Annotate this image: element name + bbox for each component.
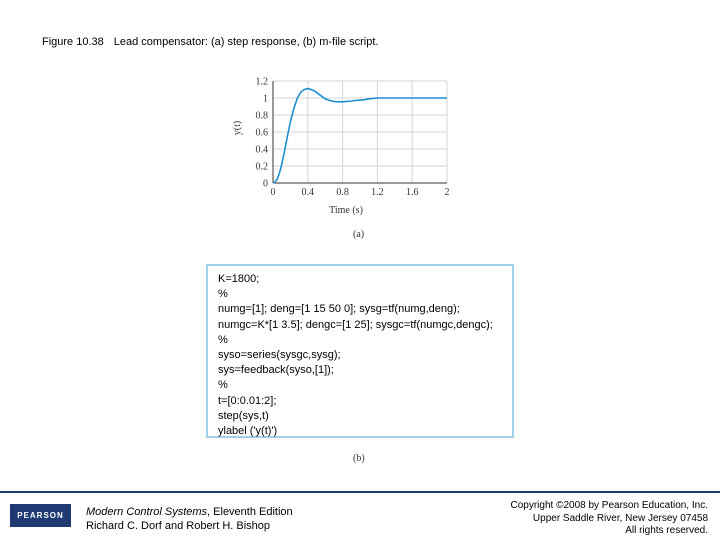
script-line: numgc=K*[1 3.5]; dengc=[1 25]; sysgc=tf(numgc,dengc); [218, 318, 493, 331]
step-response-chart [0, 0, 720, 260]
script-line: % [218, 288, 228, 301]
y-tick-label: 0.8 [255, 110, 268, 122]
y-tick-label: 0.4 [255, 144, 268, 156]
x-tick-label: 0.4 [301, 187, 315, 198]
panel-label-b: (b) [353, 453, 365, 464]
script-line: syso=series(sysgc,sysg); [218, 349, 341, 362]
y-tick-label: 0 [263, 178, 268, 190]
script-line: numg=[1]; deng=[1 15 50 0]; sysg=tf(numg,deng); [218, 303, 460, 316]
x-tick-label: 2 [444, 187, 450, 198]
y-axis-label: y(t) [232, 120, 243, 136]
script-line: % [218, 379, 228, 392]
x-axis-label: Time (s) [329, 205, 363, 216]
book-info [86, 505, 293, 533]
script-line: sys=feedback(syso,[1]); [218, 364, 334, 377]
x-tick-label: 0 [270, 187, 276, 198]
footer-divider [0, 491, 720, 493]
script-line: K=1800; [218, 273, 260, 285]
book-title: Modern Control Systems [86, 506, 208, 518]
script-line: ylabel ('y(t)') [218, 425, 278, 438]
script-line: t=[0:0.01:2]; [218, 394, 277, 407]
mfile-script-box [206, 264, 514, 438]
copyright-line: Upper Saddle River, New Jersey 07458 [532, 512, 708, 524]
x-tick-label: 1.2 [371, 187, 384, 198]
book-authors: Richard C. Dorf and Robert H. Bishop [86, 520, 271, 532]
y-tick-label: 0.6 [255, 127, 268, 139]
y-tick-label: 0.2 [255, 161, 268, 173]
copyright-notice [511, 500, 709, 538]
copyright-line: Copyright ©2008 by Pearson Education, Inc. [510, 500, 708, 511]
logo-text: PEARSON [17, 511, 64, 520]
figure-number: Figure 10.38 [42, 36, 104, 48]
y-tick-label: 1.2 [255, 76, 268, 88]
figure-caption-text: Lead compensator: (a) step response, (b) m-file script. [113, 36, 379, 48]
x-tick-label: 0.8 [336, 187, 349, 198]
script-line: step(sys,t) [218, 409, 269, 422]
pearson-logo [10, 504, 71, 527]
y-tick-label: 1 [263, 93, 268, 105]
script-line: % [218, 333, 228, 346]
x-tick-label: 1.6 [405, 187, 419, 198]
book-edition: , Eleventh Edition [207, 506, 293, 518]
copyright-line: All rights reserved. [625, 525, 708, 536]
step-response-line [273, 89, 447, 183]
panel-label-a: (a) [353, 229, 365, 240]
